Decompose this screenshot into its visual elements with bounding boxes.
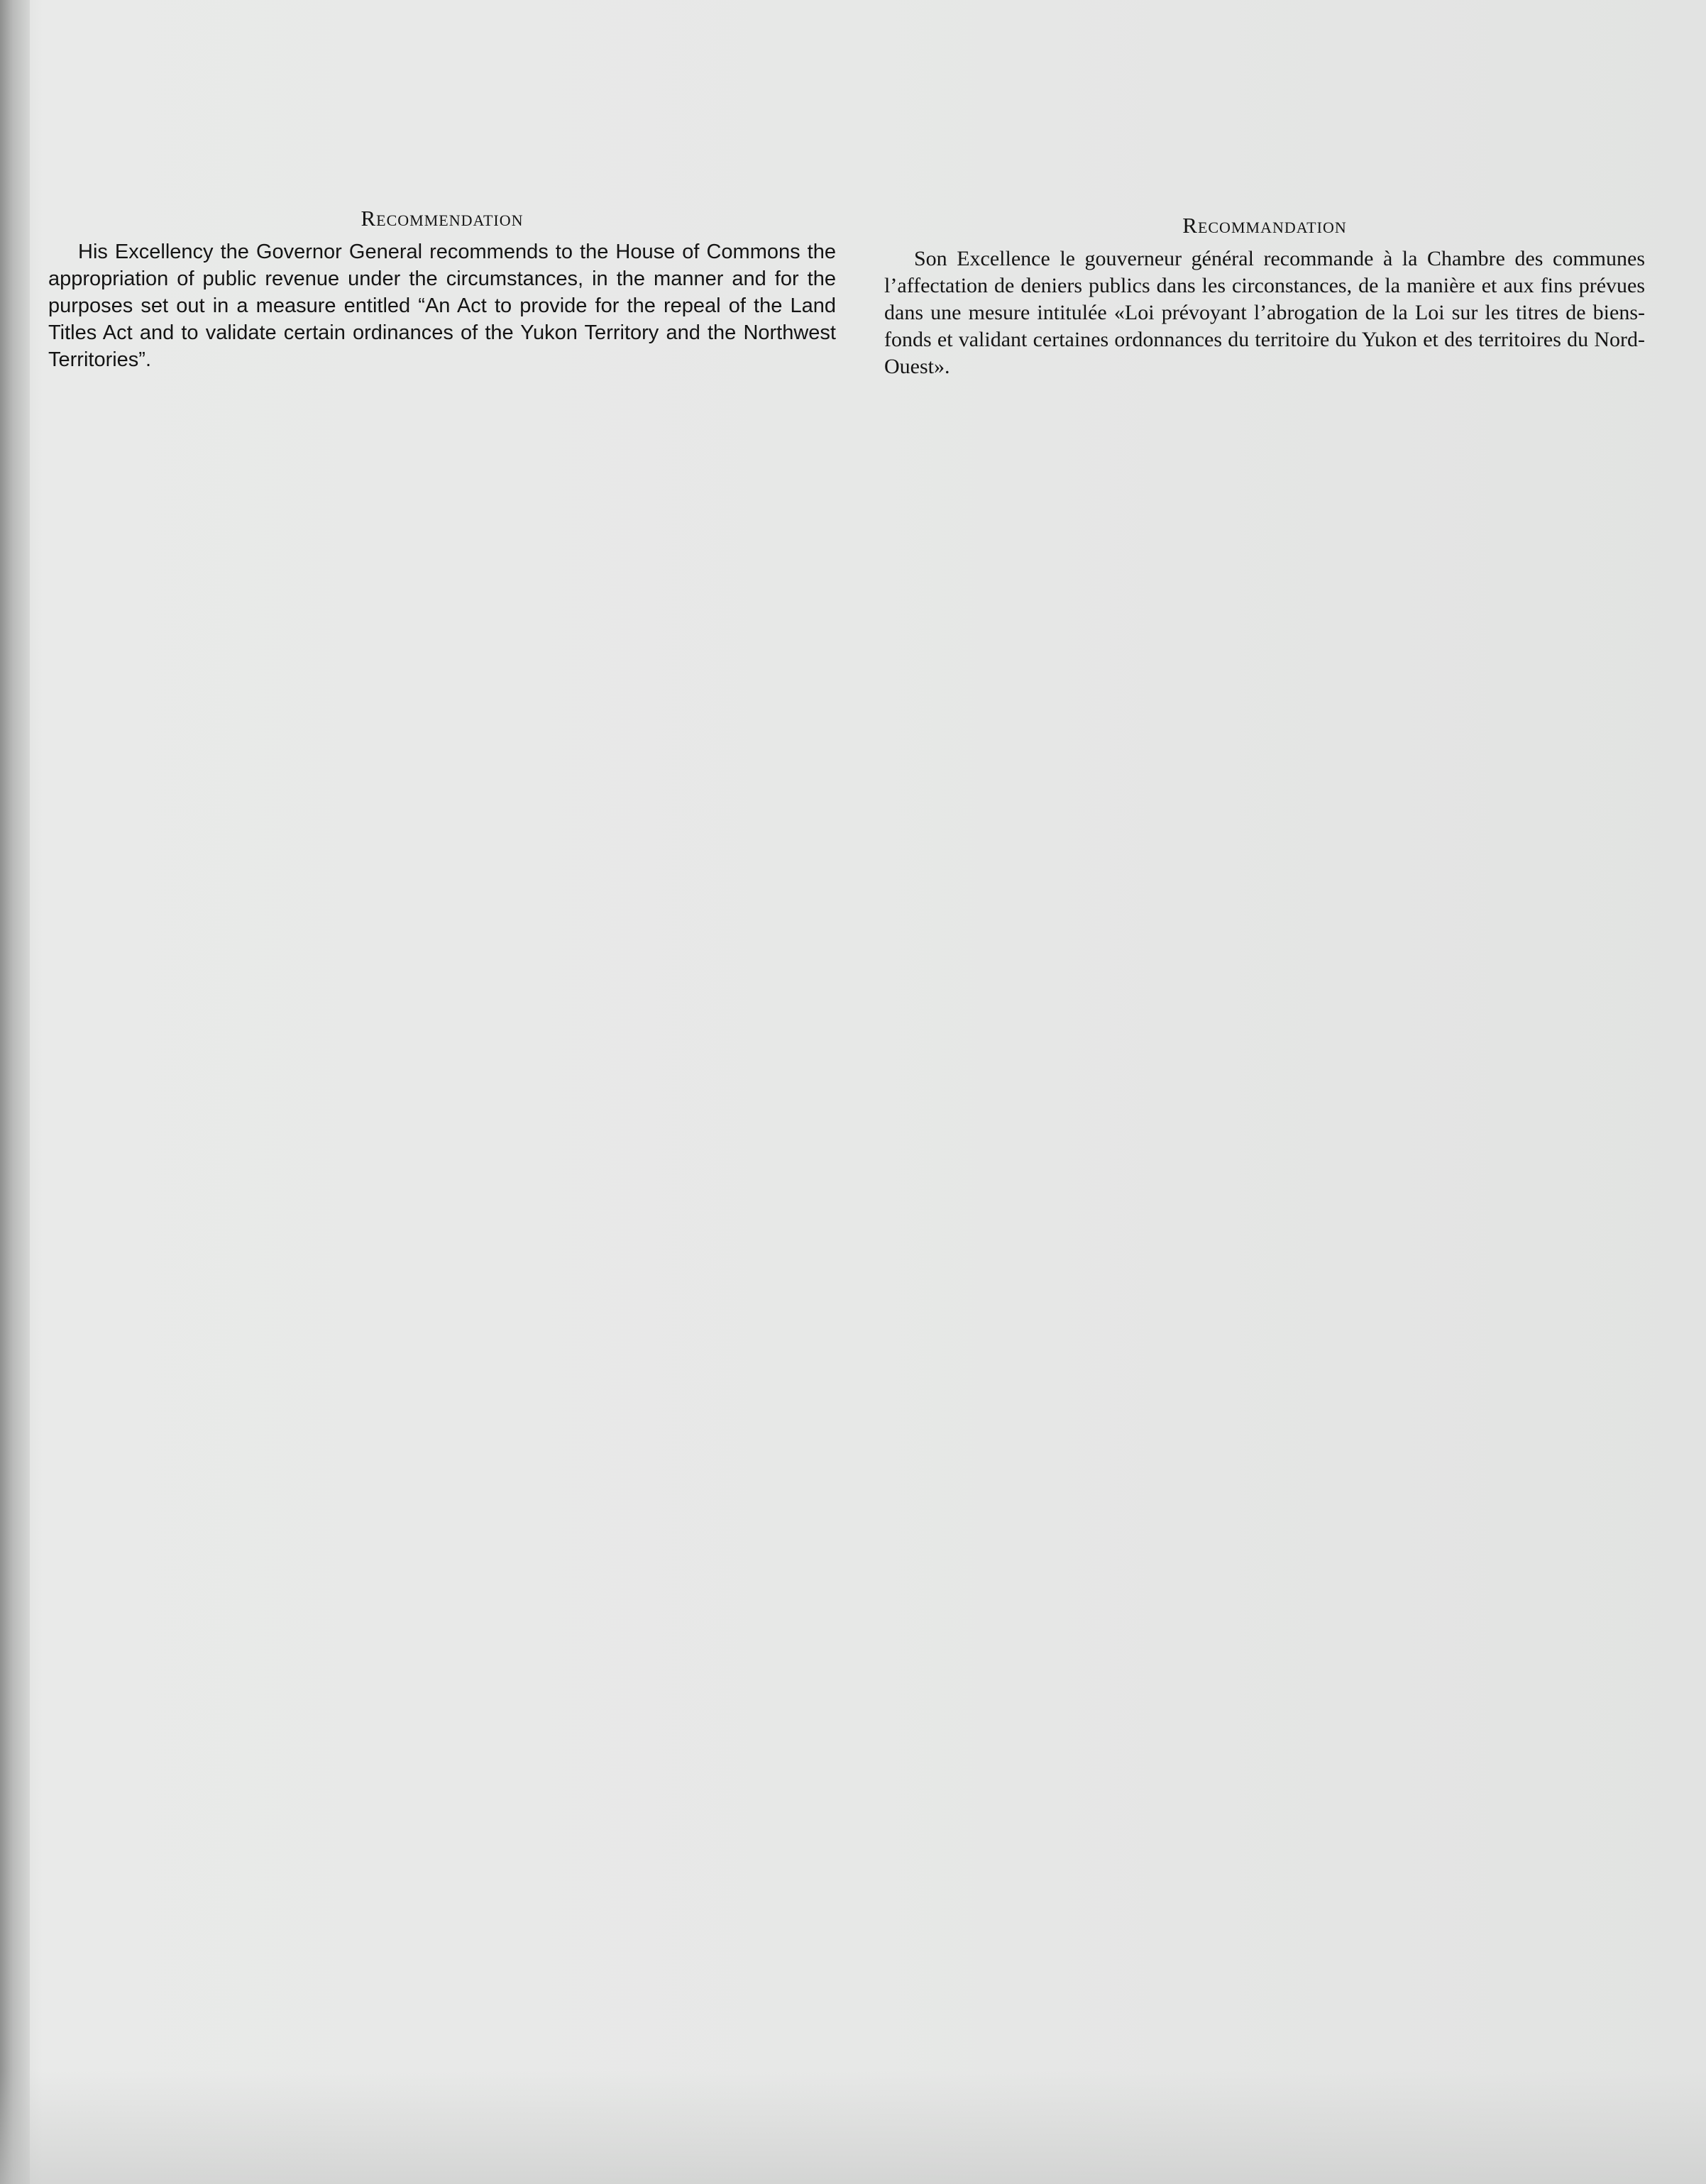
recommendation-text-fr: Son Excellence le gouverneur général recommande à la Chambre des communes l’affectation de deniers publics dans les circonstances, de la manière et aux fins prévues dans une mesure intitulée «Loi prévoyant l’abrogation de la Loi sur les titres de biens-fonds et validant certaines ordonnances du territoire du Yukon et des territoires du Nord-Ouest».	[884, 247, 1645, 378]
recommendation-english	[48, 206, 836, 373]
recommendation-french	[884, 206, 1645, 380]
recommendation-heading-en: Recommendation	[361, 206, 524, 231]
page-bottom-shade	[0, 2070, 1706, 2184]
recommendation-heading-fr: Recommandation	[1182, 213, 1347, 238]
recommendation-text-en: His Excellency the Governor General recommends to the House of Commons the appropriation of public revenue under the circumstances, in the manner and for the purposes set out in a measure entitled “An Act to provide for the repeal of the Land Titles Act and to validate certain ordinances of the Yukon Territory and the Northwest Territories”.	[48, 241, 836, 371]
binding-edge	[0, 0, 30, 2184]
